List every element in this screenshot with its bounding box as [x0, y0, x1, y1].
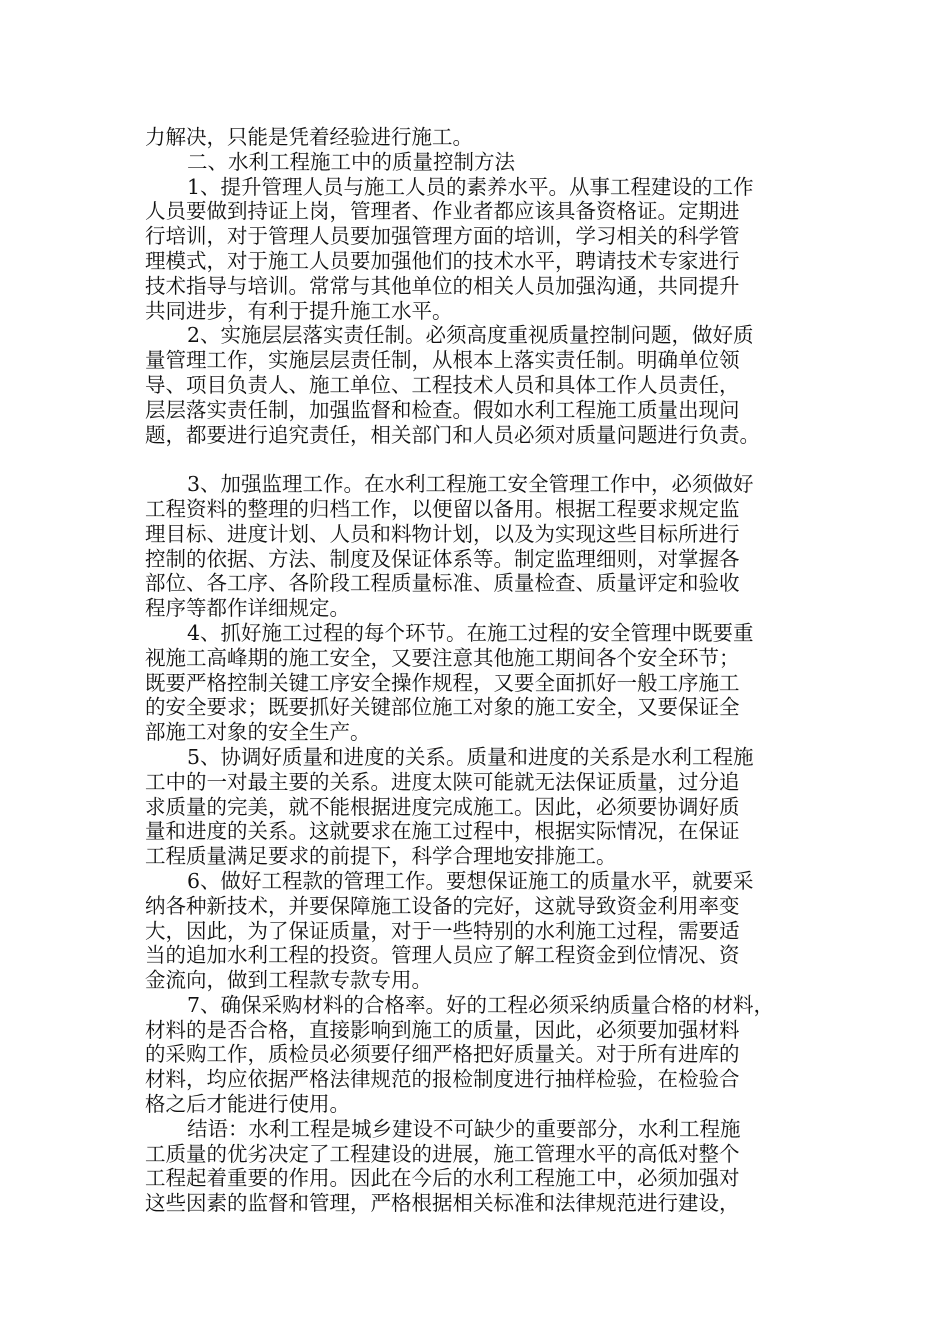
paragraph-3-line: 理目标、进度计划、人员和料物计划，以及为实现这些目标所进行	[145, 521, 740, 546]
conclusion-line: 工程起着重要的作用。因此在今后的水利工程施工中，必须加强对	[145, 1166, 740, 1191]
text-line: 力解决，只能是凭着经验进行施工。	[145, 125, 473, 149]
paragraph-3-line: 控制的依据、方法、制度及保证体系等。制定监理细则，对掌握各	[145, 546, 740, 571]
paragraph-7-line: 材料，均应依据严格法律规范的报检制度进行抽样检验，在检验合	[145, 1067, 740, 1092]
paragraph-6-line: 大，因此，为了保证质量，对于一些特别的水利施工过程，需要适	[145, 918, 740, 943]
paragraph-6-line: 金流向，做到工程款专款专用。	[145, 968, 432, 993]
paragraph-6-line: 当的追加水利工程的投资。管理人员应了解工程资金到位情况、资	[145, 943, 740, 968]
paragraph-3-line: 部位、各工序、各阶段工程质量标准、质量检查、质量评定和验收	[145, 571, 740, 596]
section-heading: 二、水利工程施工中的质量控制方法	[187, 149, 515, 174]
conclusion-line: 结语：水利工程是城乡建设不可缺少的重要部分，水利工程施	[187, 1116, 741, 1141]
paragraph-5-line: 求质量的完美，就不能根据进度完成施工。因此，必须要协调好质	[145, 794, 740, 819]
paragraph-2-line: 层层落实责任制，加强监督和检查。假如水利工程施工质量出现问	[145, 397, 740, 422]
blank-line	[145, 447, 815, 472]
paragraph-6-line: 6、做好工程款的管理工作。要想保证施工的质量水平，就要采	[187, 868, 754, 893]
paragraph-4-line: 既要严格控制关键工序安全操作规程，又要全面抓好一般工序施工	[145, 670, 740, 695]
paragraph-1-line: 技术指导与培训。常常与其他单位的相关人员加强沟通，共同提升	[145, 273, 740, 298]
paragraph-6-line: 纳各种新技术，并要保障施工设备的完好，这就导致资金利用率变	[145, 893, 740, 918]
paragraph-4-line: 的安全要求；既要抓好关键部位施工对象的施工安全，又要保证全	[145, 695, 740, 720]
conclusion-line: 这些因素的监督和管理，严格根据相关标准和法律规范进行建设，	[145, 1191, 740, 1216]
paragraph-4-line: 视施工高峰期的施工安全，又要注意其他施工期间各个安全环节；	[145, 645, 740, 670]
paragraph-3-line: 3、加强监理工作。在水利工程施工安全管理工作中，必须做好	[187, 472, 754, 497]
document-page	[145, 125, 815, 1245]
paragraph-3-line: 工程资料的整理的归档工作，以便留以备用。根据工程要求规定监	[145, 496, 740, 521]
paragraph-4-line: 部施工对象的安全生产。	[145, 720, 371, 745]
paragraph-5-line: 5、协调好质量和进度的关系。质量和进度的关系是水利工程施	[187, 744, 754, 769]
paragraph-2-line: 2、实施层层落实责任制。必须高度重视质量控制问题，做好质	[187, 323, 754, 348]
paragraph-4-line: 4、抓好施工过程的每个环节。在施工过程的安全管理中既要重	[187, 620, 754, 645]
paragraph-7-line: 的采购工作，质检员必须要仔细严格把好质量关。对于所有进库的	[145, 1042, 740, 1067]
paragraph-5-line: 量和进度的关系。这就要求在施工过程中，根据实际情况，在保证	[145, 819, 740, 844]
paragraph-1-line: 人员要做到持证上岗，管理者、作业者都应该具备资格证。定期进	[145, 199, 740, 224]
paragraph-1-line: 理模式，对于施工人员要加强他们的技术水平，聘请技术专家进行	[145, 248, 740, 273]
paragraph-7-line: 材料的是否合格，直接影响到施工的质量，因此，必须要加强材料	[145, 1017, 740, 1042]
paragraph-5-line: 工中的一对最主要的关系。进度太陕可能就无法保证质量，过分追	[145, 769, 740, 794]
paragraph-7-line: 7、确保采购材料的合格率。好的工程必须采纳质量合格的材料，	[187, 992, 775, 1017]
paragraph-2-line: 量管理工作，实施层层责任制，从根本上落实责任制。明确单位领	[145, 348, 740, 373]
paragraph-3-line: 程序等都作详细规定。	[145, 596, 350, 621]
paragraph-5-line: 工程质量满足要求的前提下，科学合理地安排施工。	[145, 844, 617, 869]
paragraph-1-line: 共同进步，有利于提升施工水平。	[145, 298, 453, 323]
paragraph-2-line: 导、项目负责人、施工单位、工程技术人员和具体工作人员责任，	[145, 372, 740, 397]
paragraph-1-line: 1、提升管理人员与施工人员的素养水平。从事工程建设的工作	[187, 174, 754, 199]
paragraph-2-line: 题，都要进行追究责任，相关部门和人员必须对质量问题进行负责。	[145, 422, 760, 447]
paragraph-7-line: 格之后才能进行使用。	[145, 1092, 350, 1117]
conclusion-line: 工质量的优劣决定了工程建设的进展，施工管理水平的高低对整个	[145, 1141, 740, 1166]
paragraph-1-line: 行培训，对于管理人员要加强管理方面的培训，学习相关的科学管	[145, 224, 740, 249]
